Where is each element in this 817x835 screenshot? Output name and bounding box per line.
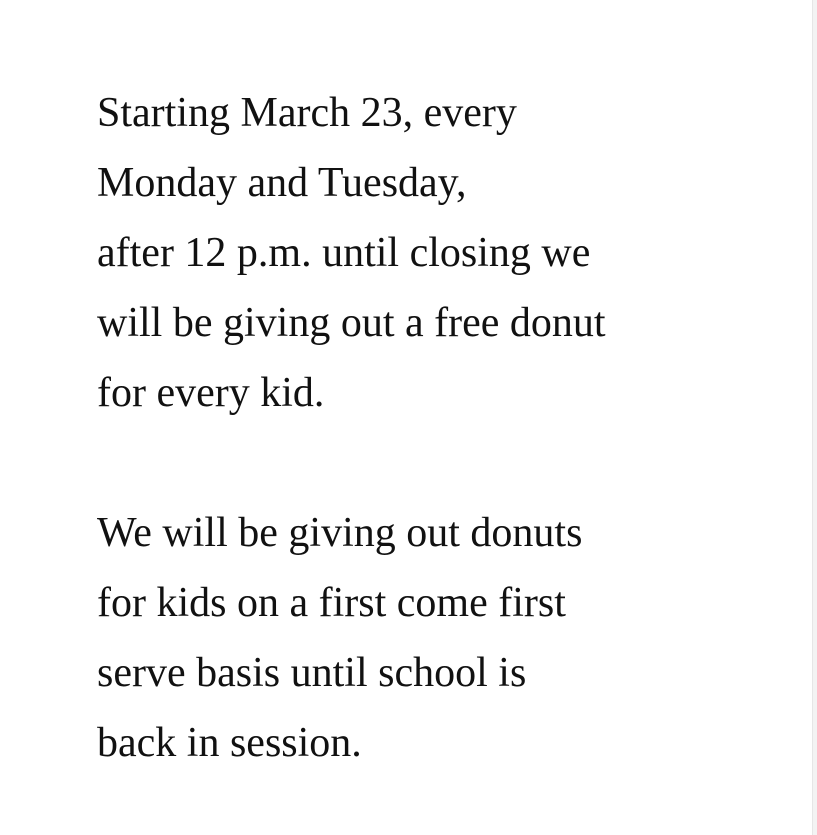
- paragraph-spacer: [97, 428, 777, 498]
- text-line: Starting March 23, every: [97, 90, 517, 136]
- notice-text: [97, 78, 777, 778]
- paragraph-1: [97, 78, 777, 428]
- text-line: after 12 p.m. until closing we: [97, 230, 591, 276]
- text-line: for kids on a first come first: [97, 580, 566, 626]
- paragraph-2: [97, 498, 777, 778]
- text-line: back in session.: [97, 720, 362, 766]
- text-line: We will be giving out donuts: [97, 510, 583, 556]
- text-line: for every kid.: [97, 370, 325, 416]
- window-edge: [812, 0, 817, 835]
- text-line: Monday and Tuesday,: [97, 160, 467, 206]
- text-line: will be giving out a free donut: [97, 300, 606, 346]
- text-line: serve basis until school is: [97, 650, 527, 696]
